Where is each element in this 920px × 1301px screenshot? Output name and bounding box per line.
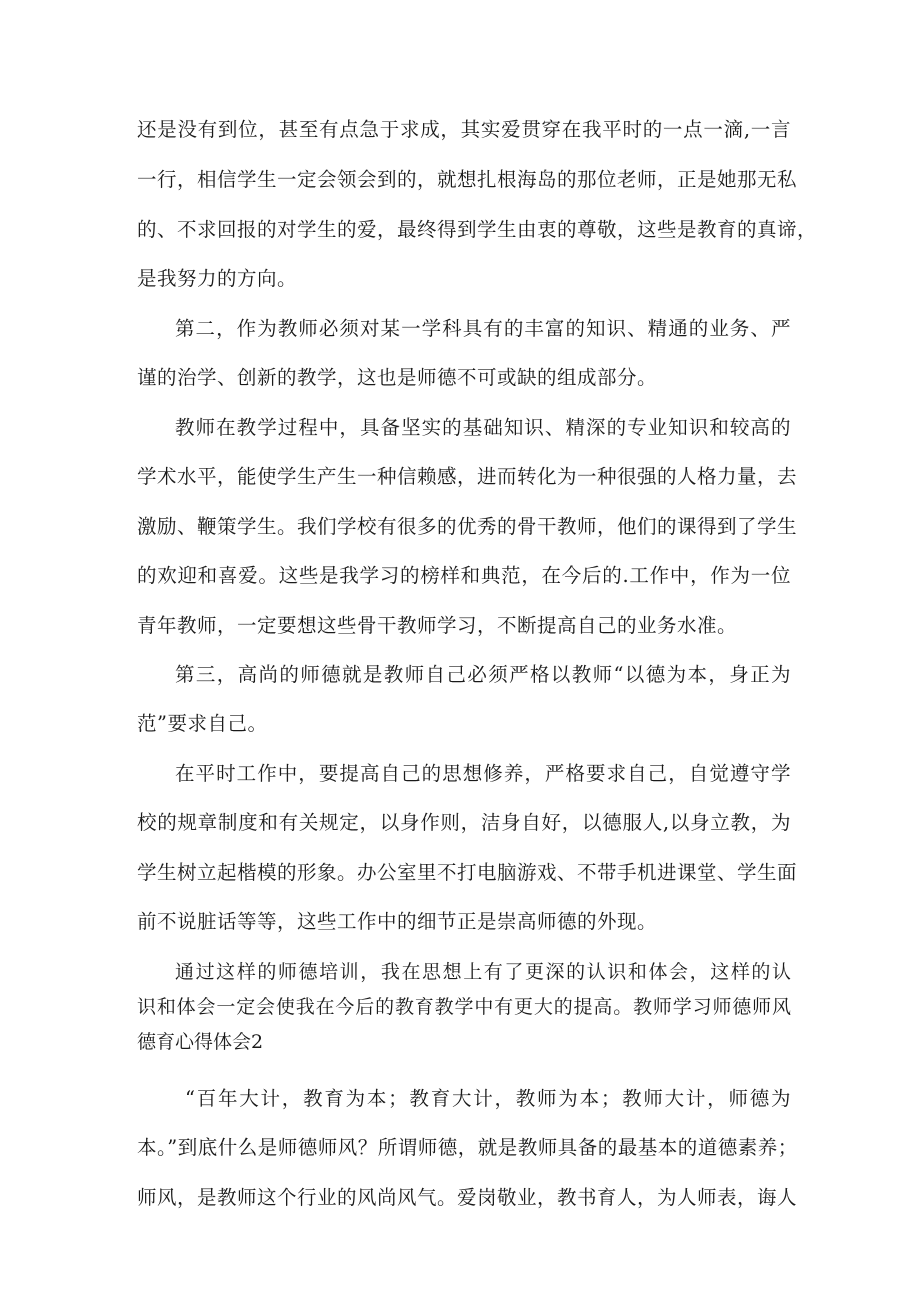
text-line: 校的规章制度和有关规定，以身作则，洁身自好，以德服人,以身立教，为 bbox=[137, 811, 791, 834]
text-line: 德育心得体会2 bbox=[137, 1031, 264, 1053]
text-line: 的欢迎和喜爱。这些是我学习的榜样和典范，在今后的.工作中，作为一位 bbox=[137, 564, 791, 587]
text-line: 范”要求自己。 bbox=[137, 712, 268, 735]
text-line: 教师在教学过程中，具备坚实的基础知识、精深的专业知识和较高的 bbox=[175, 416, 791, 439]
text-line: 一行，相信学生一定会领会到的，就想扎根海岛的那位老师，正是她那无私 bbox=[137, 168, 798, 191]
text-line: 前不说脏话等等，这些工作中的细节正是崇高师德的外现。 bbox=[137, 910, 658, 933]
text-line: 本。”到底什么是师德师风？所谓师德，就是教师具备的最基本的道德素养； bbox=[137, 1136, 798, 1159]
text-line: 是我努力的方向。 bbox=[137, 267, 298, 290]
text-line: 通过这样的师德培训，我在思想上有了更深的认识和体会，这样的认 bbox=[175, 961, 791, 983]
text-line: 激励、鞭策学生。我们学校有很多的优秀的骨干教师，他们的课得到了学生 bbox=[137, 515, 798, 538]
text-line: 谨的治学、创新的教学，这也是师德不可或缺的组成部分。 bbox=[137, 366, 658, 389]
text-line: 的、不求回报的对学生的爱，最终得到学生由衷的尊敬，这些是教育的真谛， bbox=[137, 218, 818, 241]
text-line: 第三，高尚的师德就是教师自己必须严格以教师“以德为本，身正为 bbox=[175, 663, 791, 686]
text-line: 学生树立起楷模的形象。办公室里不打电脑游戏、不带手机进课堂、学生面 bbox=[137, 861, 798, 884]
text-line: 学术水平，能使学生产生一种信赖感，进而转化为一种很强的人格力量，去 bbox=[137, 465, 798, 488]
text-line: 在平时工作中，要提高自己的思想修养，严格要求自己，自觉遵守学 bbox=[175, 762, 791, 785]
text-line: “百年大计，教育为本；教育大计，教师为本；教师大计，师德为 bbox=[185, 1087, 791, 1110]
text-line: 师风，是教师这个行业的风尚风气。爱岗敬业，教书育人，为人师表，诲人 bbox=[137, 1186, 798, 1209]
text-line: 还是没有到位，甚至有点急于求成，其实爱贯穿在我平时的一点一滴,一言 bbox=[137, 118, 791, 141]
text-line: 第二，作为教师必须对某一学科具有的丰富的知识、精通的业务、严 bbox=[175, 317, 791, 340]
text-line: 青年教师，一定要想这些骨干教师学习，不断提高自己的业务水准。 bbox=[137, 614, 738, 637]
text-line: 识和体会一定会使我在今后的教育教学中有更大的提高。教师学习师德师风 bbox=[137, 996, 791, 1018]
